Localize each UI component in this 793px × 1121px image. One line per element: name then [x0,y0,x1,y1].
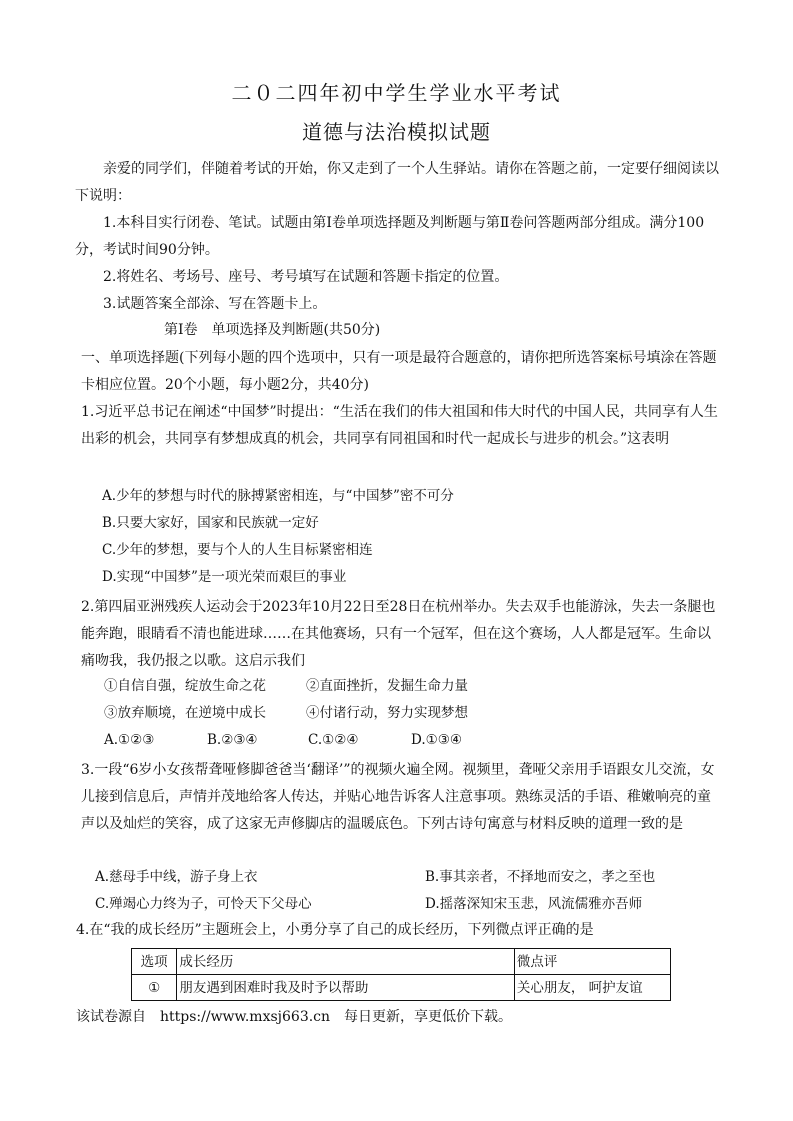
q2-stem: 2.第四届亚洲残疾人运动会于2023年10月22日至28日在杭州举办。失去双手也能游泳，失去一条腿也能奔跑，眼睛看不清也能进球……在其他赛场，只有一个冠军，但在这个赛场，人人都是冠军。生命以痛吻我，我仍报之以歌。这启示我们 [81,599,716,669]
table-cell: ① [132,975,177,1001]
q1-option-b: B.只要大家好，国家和民族就一定好 [102,515,319,531]
table-header-cell: 选项 [132,949,177,975]
intro-note-2: 2.将姓名、考场号、座号、考号填写在试题和答题卡指定的位置。 [103,269,509,285]
table-cell: 关心朋友， 呵护友谊 [514,975,670,1001]
q4-table [131,948,671,1001]
q2-option-b: B.②③④ [207,732,258,748]
q2-statement-2: ②直面挫折，发掘生命力量 [306,678,468,694]
q3-option-c: C.殚竭心力终为子，可怜天下父母心 [95,896,312,912]
table-header-cell: 成长经历 [177,949,515,975]
q2-statement-1: ①自信自强，绽放生命之花 [104,678,266,694]
q2-option-c: C.①②④ [308,732,359,748]
part1-instruction [81,345,721,399]
footer-source-note: 该试卷源自 https://www.mxsj663.cn 每日更新，享更低价下载。 [76,1009,513,1025]
q1-option-c: C.少年的梦想，要与个人的人生目标紧密相连 [102,542,373,558]
part1-instruction-text: 一、单项选择题(下列每小题的四个选项中，只有一项是最符合题意的，请你把所选答案标号填涂在答题卡相应位置。20个小题，每小题2分，共40分) [81,350,717,393]
q2-option-a: A.①②③ [104,732,155,748]
table-cell: 朋友遇到困难时我及时予以帮助 [177,975,515,1001]
q2-statement-3: ③放弃顺境，在逆境中成长 [104,705,266,721]
q3-stem: 3.一段“6岁小女孩帮聋哑修脚爸爸当‘翻译’”的视频火遍全网。视频里，聋哑父亲用手语跟女儿交流，女儿接到信息后，声情并茂地给客人传达，并贴心地告诉客人注意事项。熟练灵活的手语、稚嫩响亮的童声以及灿烂的笑容，成了这家无声修脚店的温暖底色。下列古诗句寓意与材料反映的道理一致的是 [81,762,715,832]
exam-subtitle: 道德与法治模拟试题 [302,120,491,144]
q3-option-b: B.事其亲者，不择地而安之，孝之至也 [425,869,656,885]
table-header-cell: 微点评 [514,949,670,975]
q3-option-a: A.慈母手中线，游子身上衣 [95,869,258,885]
q1-stem: 1.习近平总书记在阐述“中国梦”时提出：“生活在我们的伟大祖国和伟大时代的中国人民，共同享有人生出彩的机会，共同享有梦想成真的机会，共同享有同祖国和时代一起成长与进步的机会。”这表明 [81,404,718,447]
table-row [132,975,671,1001]
q3-option-d: D.摇落深知宋玉悲，风流儒雅亦吾师 [425,896,643,912]
q1-option-a: A.少年的梦想与时代的脉搏紧密相连，与“中国梦”密不可分 [102,488,454,504]
table-header-row [132,949,671,975]
q2-option-d: D.①③④ [411,732,462,748]
exam-title: 二０二四年初中学生学业水平考试 [231,81,562,105]
intro-note-3: 3.试题答案全部涂、写在答题卡上。 [103,296,327,312]
q4-stem: 4.在“我的成长经历”主题班会上，小勇分享了自己的成长经历，下列微点评正确的是 [76,922,594,938]
intro-greeting: 亲爱的同学们，伴随着考试的开始，你又走到了一个人生驿站。请你在答题之前，一定要仔细阅读以下说明： [75,161,719,204]
section-heading: 第Ⅰ卷 单项选择及判断题(共50分) [164,322,381,338]
q2-statement-4: ④付诸行动，努力实现梦想 [306,705,468,721]
q1-option-d: D.实现“中国梦”是一项光荣而艰巨的事业 [102,569,347,585]
intro-note-1: 1.本科目实行闭卷、笔试。试题由第Ⅰ卷单项选择题及判断题与第Ⅱ卷问答题两部分组成。满分100分，考试时间90分钟。 [75,215,705,258]
